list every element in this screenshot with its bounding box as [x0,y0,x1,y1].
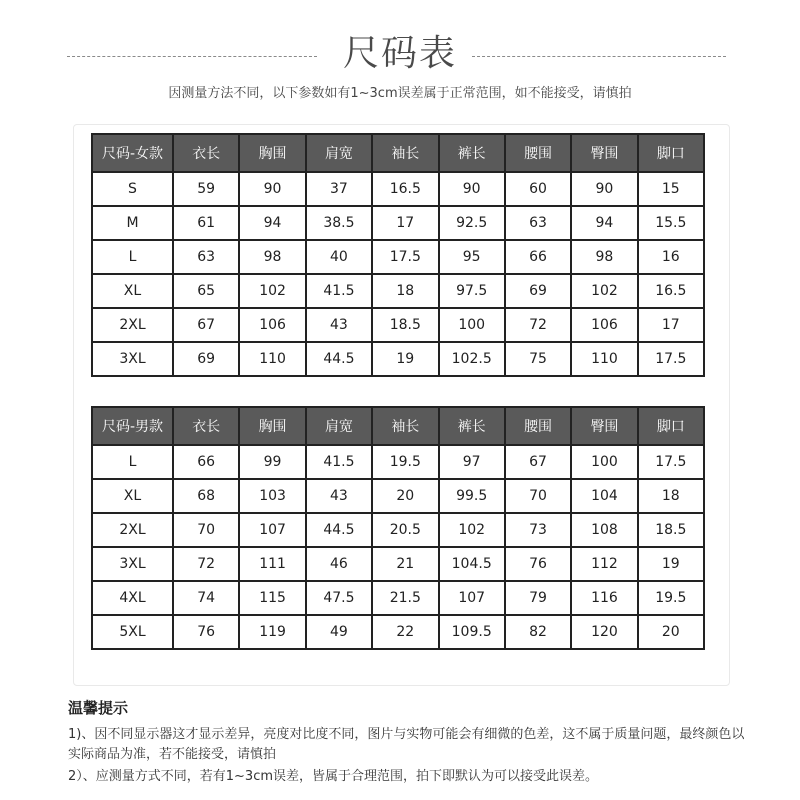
measurement-cell: 16.5 [638,274,704,308]
table-row [92,206,704,240]
measurement-cell: 76 [505,547,571,581]
table-row [92,172,704,206]
measurement-cell: 17.5 [372,240,438,274]
column-header: 脚口 [638,134,704,172]
measurement-cell: 18.5 [638,513,704,547]
measurement-cell: 110 [239,342,305,376]
measurement-cell: 106 [239,308,305,342]
measurement-cell: 17 [638,308,704,342]
column-header: 袖长 [372,407,438,445]
measurement-cell: 90 [571,172,637,206]
table-row [92,615,704,649]
measurement-cell: 60 [505,172,571,206]
measurement-cell: 110 [571,342,637,376]
size-label-cell: 2XL [92,308,173,342]
measurement-cell: 75 [505,342,571,376]
measurement-cell: 95 [439,240,505,274]
measurement-cell: 99 [239,445,305,479]
measurement-cell: 100 [571,445,637,479]
measurement-cell: 18 [372,274,438,308]
measurement-cell: 111 [239,547,305,581]
measurement-cell: 106 [571,308,637,342]
column-header: 臀围 [571,134,637,172]
measurement-cell: 41.5 [306,274,372,308]
measurement-cell: 16.5 [372,172,438,206]
table-row [92,445,704,479]
measurement-cell: 17 [372,206,438,240]
column-header: 胸围 [239,407,305,445]
size-label-cell: S [92,172,173,206]
measurement-cell: 40 [306,240,372,274]
measurement-cell: 59 [173,172,239,206]
measurement-cell: 72 [173,547,239,581]
measurement-cell: 82 [505,615,571,649]
size-label-cell: 3XL [92,342,173,376]
column-header: 衣长 [173,134,239,172]
measurement-cell: 21.5 [372,581,438,615]
table-row [92,308,704,342]
measurement-cell: 61 [173,206,239,240]
table-row [92,479,704,513]
measurement-cell: 107 [239,513,305,547]
column-header: 腰围 [505,407,571,445]
size-label-cell: L [92,445,173,479]
size-label-cell: M [92,206,173,240]
measurement-cell: 90 [239,172,305,206]
table-row [92,581,704,615]
measurement-cell: 17.5 [638,342,704,376]
column-header: 脚口 [638,407,704,445]
table-row [92,547,704,581]
measurement-cell: 92.5 [439,206,505,240]
measurement-cell: 70 [173,513,239,547]
measurement-cell: 19 [638,547,704,581]
size-label-cell: 4XL [92,581,173,615]
measurement-cell: 67 [505,445,571,479]
measurement-cell: 116 [571,581,637,615]
note-item: 1)、因不同显示器这才显示差异，亮度对比度不同，图片与实物可能会有细微的色差，这不属于质量问题，最终颜色以实际商品为准，若不能接受，请慎拍 [68,727,745,762]
measurement-cell: 22 [372,615,438,649]
measurement-cell: 70 [505,479,571,513]
table-header-row [92,407,704,445]
size-label-cell: XL [92,479,173,513]
measurement-cell: 20 [638,615,704,649]
table-row [92,240,704,274]
column-header: 尺码-女款 [92,134,173,172]
measurement-cell: 104.5 [439,547,505,581]
measurement-cell: 63 [505,206,571,240]
measurement-cell: 76 [173,615,239,649]
measurement-cell: 19.5 [372,445,438,479]
measurement-cell: 119 [239,615,305,649]
measurement-cell: 20.5 [372,513,438,547]
measurement-cell: 99.5 [439,479,505,513]
measurement-cell: 18 [638,479,704,513]
table-row [92,274,704,308]
measurement-cell: 107 [439,581,505,615]
measurement-cell: 100 [439,308,505,342]
measurement-cell: 66 [505,240,571,274]
measurement-cell: 108 [571,513,637,547]
measurement-cell: 38.5 [306,206,372,240]
measurement-cell: 65 [173,274,239,308]
measurement-cell: 16 [638,240,704,274]
notes-title: 温馨提示 [68,699,129,717]
column-header: 腰围 [505,134,571,172]
size-label-cell: 3XL [92,547,173,581]
measurement-cell: 15 [638,172,704,206]
measurement-cell: 69 [505,274,571,308]
measurement-cell: 103 [239,479,305,513]
measurement-cell: 115 [239,581,305,615]
page-subtitle: 因测量方法不同，以下参数如有1~3cm误差属于正常范围，如不能接受，请慎拍 [168,86,632,101]
measurement-cell: 102 [439,513,505,547]
measurement-cell: 102.5 [439,342,505,376]
measurement-cell: 43 [306,479,372,513]
table-row [92,342,704,376]
page-title: 尺码表 [342,33,457,74]
column-header: 肩宽 [306,407,372,445]
measurement-cell: 67 [173,308,239,342]
measurement-cell: 46 [306,547,372,581]
measurement-cell: 109.5 [439,615,505,649]
measurement-cell: 19 [372,342,438,376]
size-label-cell: 2XL [92,513,173,547]
column-header: 衣长 [173,407,239,445]
measurement-cell: 44.5 [306,342,372,376]
column-header: 尺码-男款 [92,407,173,445]
measurement-cell: 102 [239,274,305,308]
measurement-cell: 21 [372,547,438,581]
measurement-cell: 94 [239,206,305,240]
measurement-cell: 98 [571,240,637,274]
measurement-cell: 19.5 [638,581,704,615]
column-header: 肩宽 [306,134,372,172]
measurement-cell: 73 [505,513,571,547]
measurement-cell: 66 [173,445,239,479]
measurement-cell: 90 [439,172,505,206]
measurement-cell: 97.5 [439,274,505,308]
measurement-cell: 63 [173,240,239,274]
men-size-table [91,406,705,650]
measurement-cell: 74 [173,581,239,615]
women-size-table [91,133,705,377]
size-label-cell: L [92,240,173,274]
measurement-cell: 41.5 [306,445,372,479]
measurement-cell: 20 [372,479,438,513]
measurement-cell: 104 [571,479,637,513]
measurement-cell: 98 [239,240,305,274]
measurement-cell: 79 [505,581,571,615]
measurement-cell: 68 [173,479,239,513]
column-header: 胸围 [239,134,305,172]
measurement-cell: 47.5 [306,581,372,615]
measurement-cell: 15.5 [638,206,704,240]
column-header: 臀围 [571,407,637,445]
measurement-cell: 94 [571,206,637,240]
measurement-cell: 44.5 [306,513,372,547]
note-item: 2）、应测量方式不同，若有1~3cm误差，皆属于合理范围，拍下即默认为可以接受此误差。 [68,769,599,784]
size-label-cell: 5XL [92,615,173,649]
measurement-cell: 72 [505,308,571,342]
column-header: 裤长 [439,407,505,445]
measurement-cell: 69 [173,342,239,376]
measurement-cell: 18.5 [372,308,438,342]
measurement-cell: 43 [306,308,372,342]
measurement-cell: 112 [571,547,637,581]
column-header: 袖长 [372,134,438,172]
table-header-row [92,134,704,172]
measurement-cell: 120 [571,615,637,649]
measurement-cell: 49 [306,615,372,649]
measurement-cell: 102 [571,274,637,308]
measurement-cell: 37 [306,172,372,206]
size-label-cell: XL [92,274,173,308]
column-header: 裤长 [439,134,505,172]
measurement-cell: 97 [439,445,505,479]
table-row [92,513,704,547]
measurement-cell: 17.5 [638,445,704,479]
